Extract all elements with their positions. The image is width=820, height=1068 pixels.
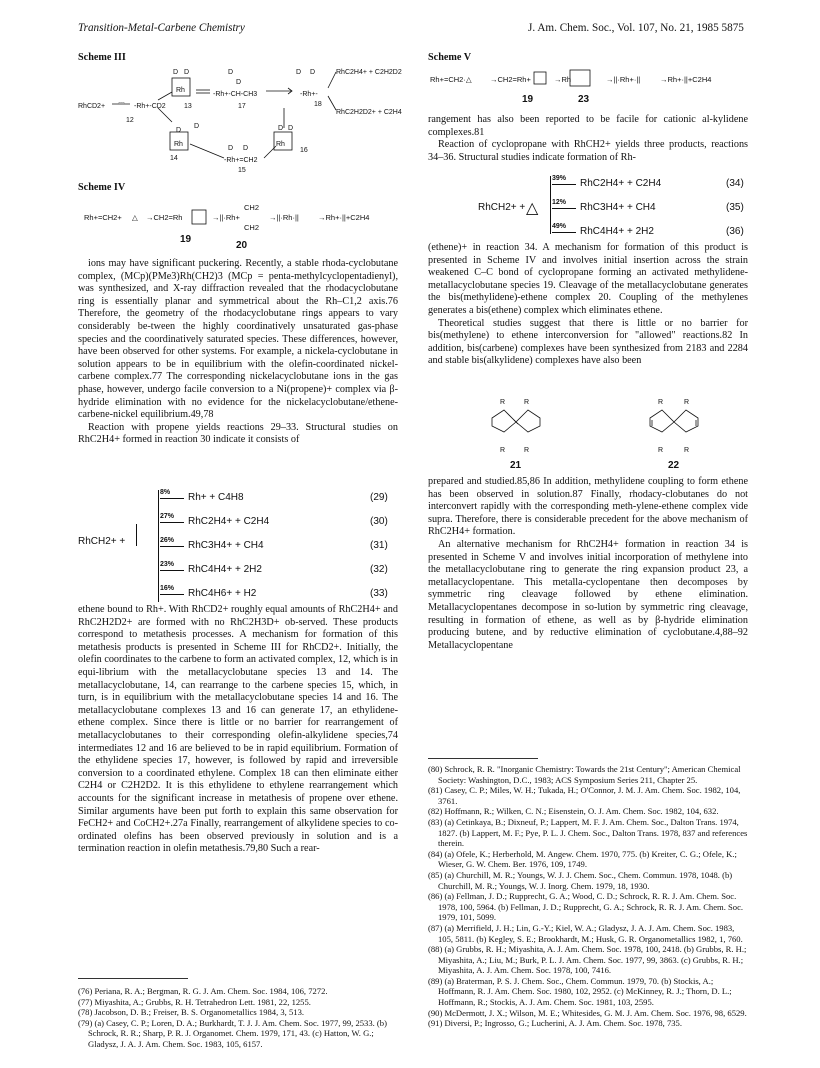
svg-text:CH2: CH2 <box>244 223 260 232</box>
svg-text:D: D <box>236 79 242 86</box>
svg-text:D: D <box>228 69 234 76</box>
svg-text:-Rh+-CH-CH3: -Rh+-CH-CH3 <box>213 91 258 98</box>
svg-text:RhC2H2D2+ + C2H4: RhC2H2D2+ + C2H4 <box>336 109 402 116</box>
compound-21-label: 21 <box>510 460 522 471</box>
equation-number: (30) <box>370 516 388 527</box>
footnote-rule <box>428 758 538 759</box>
reaction-percent: 39% <box>552 175 567 182</box>
svg-text:Rh: Rh <box>174 141 183 148</box>
svg-text:CH2: CH2 <box>244 203 260 212</box>
right-column-text-2 <box>428 242 748 368</box>
footnote-rule <box>78 978 188 979</box>
reactant-label: RhCH2+ + <box>478 202 526 213</box>
svg-text:D: D <box>176 127 182 134</box>
svg-text:→||·Rh·||: →||·Rh·|| <box>269 213 299 222</box>
svg-text:D: D <box>184 69 190 76</box>
svg-text:→CH2=Rh+: →CH2=Rh+ <box>490 75 531 84</box>
svg-text:⌒: ⌒ <box>118 103 125 110</box>
left-column-text-2 <box>78 604 398 856</box>
svg-text:R: R <box>684 447 690 454</box>
svg-text:D: D <box>278 125 284 132</box>
svg-text:D: D <box>194 123 200 130</box>
scheme-v-diagram <box>430 68 750 102</box>
reaction-percent: 16% <box>160 585 175 592</box>
reference-entry: (82) Hoffmann, R.; Wilken, C. N.; Eisenstein, O. J. Am. Chem. Soc. 1982, 104, 632. <box>428 806 719 817</box>
journal-citation: J. Am. Chem. Soc., Vol. 107, No. 21, 1985 5875 <box>528 22 744 34</box>
equation-number: (36) <box>726 226 744 237</box>
reactant-label: RhCH2+ + <box>78 536 126 547</box>
running-title: Transition-Metal-Carbene Chemistry <box>78 22 245 34</box>
svg-text:Rh: Rh <box>176 87 185 94</box>
references-left <box>78 986 398 1050</box>
svg-text:→||·Rh+: →||·Rh+ <box>212 213 240 222</box>
reference-entry: (84) (a) Ofele, K.; Herberhold, M. Angew. Chem. 1970, 775. (b) Kreiter, C. G.; Ofele, K.; Wieser, G. W. Chem. Ber. 1976, 109, 1749. <box>428 848 737 870</box>
svg-text:18: 18 <box>314 101 322 108</box>
propene-structure <box>136 524 149 546</box>
svg-text:R: R <box>524 447 530 454</box>
svg-text:D: D <box>288 125 294 132</box>
reaction-arrow <box>160 594 184 595</box>
reference-entry: (90) McDermott, J. X.; Wilson, M. E.; Whitesides, G. M. J. Am. Chem. Soc. 1976, 98, 6529. <box>428 1007 747 1018</box>
paragraph: prepared and studied.85,86 In addition, methylidene coupling to form ethene has been observed in solution.87 Finally, rhodacy-clobutanes do not interconvert rapidly with the corresponding meth-ylene-ethene complex vide supra. Therefore, there is considerable precedent for the above mechanism of RhC2H4+ formation. <box>428 476 748 538</box>
equation-number: (35) <box>726 202 744 213</box>
paragraph: Theoretical studies suggest that there is little or no barrier for bis(methylene) to ethene interconversion for "allowed" reactions.82 In addition, bis(carbene) complexes have been synthesized from 2183 and 2284 and stable bis(alkylidene) complexes have also been <box>428 317 748 367</box>
svg-text:D: D <box>173 69 179 76</box>
reaction-products: RhC2H4+ + C2H4 <box>580 178 662 189</box>
reaction-products: RhC3H4+ + CH4 <box>188 540 264 551</box>
svg-text:D: D <box>296 69 302 76</box>
structures-21-22 <box>480 396 740 454</box>
reaction-percent: 27% <box>160 513 175 520</box>
reaction-arrow <box>552 184 576 185</box>
compound-23-label: 23 <box>578 94 590 105</box>
svg-text:R: R <box>524 399 530 406</box>
compound-19-label: 19 <box>180 234 192 245</box>
equation-number: (29) <box>370 492 388 503</box>
compound-19-label: 19 <box>522 94 534 105</box>
reference-entry: (86) (a) Fellman, J. D.; Rupprecht, G. A.; Wood, C. D.; Schrock, R. R. J. Am. Chem. Soc. 1978, 100, 5964. (b) Fellman, J. D.; Rupprecht, G. A.; Schrock, R. R. J. Am. Chem. Soc. 1979, 101, 5099. <box>428 891 744 923</box>
svg-text:D: D <box>228 145 234 152</box>
compound-20-label: 20 <box>236 240 248 251</box>
left-column-text <box>78 258 398 447</box>
reference-entry: (88) (a) Grubbs, R. H.; Miyashita, A. J. Am. Chem. Soc. 1978, 100, 2418. (b) Grubbs, R. H.; Miyashita, A.; Liu, M.; Burk, P. L. J. Am. Chem. Soc. 1977, 99, 3863. (c) Grubbs, R. H.; Miyashita, A. J. Am. Chem. Soc. 1978, 100, 7416. <box>428 944 747 976</box>
equation-number: (31) <box>370 540 388 551</box>
reaction-products: RhC4H4+ + 2H2 <box>188 564 262 575</box>
svg-text:D: D <box>310 69 316 76</box>
svg-text:D: D <box>243 145 249 152</box>
svg-text:R: R <box>684 399 690 406</box>
equation-number: (34) <box>726 178 744 189</box>
equation-number: (33) <box>370 588 388 599</box>
scheme-iv-title: Scheme IV <box>78 182 126 193</box>
reference-entry: (81) Casey, C. P.; Miles, W. H.; Tukada, H.; O'Connor, J. M. J. Am. Chem. Soc. 1982, 104, 3761. <box>428 785 741 806</box>
reference-entry: (76) Periana, R. A.; Bergman, R. G. J. Am. Chem. Soc. 1984, 106, 7272. <box>78 986 328 996</box>
reference-entry: (79) (a) Casey, C. P.; Loren, D. A.; Burkhardt, T. J. J. Am. Chem. Soc. 1977, 99, 2533. (b) Schrock, R. R.; Sharp, P. R. J. Organomet. Chem. 1979, 171, 43. (c) Hatton, W. G.; Gladysz, J. A. J. Am. Chem. Soc. 1983, 105, 6157. <box>78 1017 387 1049</box>
svg-text:R: R <box>658 447 664 454</box>
svg-text:→CH2=Rh: →CH2=Rh <box>146 213 183 222</box>
svg-text:-Rh+-: -Rh+- <box>300 91 318 98</box>
svg-text:15: 15 <box>238 167 246 174</box>
svg-text:-Rh+-CD2: -Rh+-CD2 <box>134 103 166 110</box>
paragraph: ethene bound to Rh+. With RhCD2+ roughly equal amounts of RhC2H4+ and RhC2H2D2+ are formed with no RhC2H3D+ ob-served. These products correspond to metathesis processes. A mechanism for formation of this metathesis products is presented in Scheme III for RhCD2+. Initially, the olefin coordinates to the carbene to form an activated complex, 12, which is in equi-librium with the metallacyclobutane species 13 and 14. The metallacyclobutane, 14, can rearrange to the carbene species 15, which, in turn, is in equilibrium with the metallacyclobutane species 14 and 16. The metallacyclobutane complexes 13 and 16 can generate 17, an ethylidene-ethene complex. Since there is little or no barrier for rearrangement of metallacyclobutanes to their corresponding olefin-alkylidene species,74 intermediates 12 and 16 are believed to be in rapid equilibrium. Formation of the ethylidene species 17, however, is followed by rapid and irreversible conversion to a coordinated ethylene. Complex 18 can then eliminate either C2H4 or C2H2D2. It is this ethylidene to ethylene rearrangement which accounts for the significant increase in metathesis of propene over ethene. Similar arguments have been put forth to explain this same observation for FeCH2+ and CoCH2+.27a Finally, rearrangement of alkylidene species to co-ordinated olefins has been observed previously in solution and is a termination reaction in olefin metathesis.79,80 Such a rear- <box>78 604 398 855</box>
reaction-arrow <box>160 498 184 499</box>
paragraph: An alternative mechanism for RhC2H4+ formation in reaction 34 is presented in Scheme V and involves initial incorporation of methylene into the metallacyclobutane ring to generate the ring expansion product 23, a metallacyclopentane. This metalla-cyclopentane then decomposes by symmetric ring cleavage followed by ethene elimination. Metallacyclopentanes decompose in so-lution by symmetric ring cleavage, resulting in formation of ethene, as well as by β-hydride elimination producing butene, and by reductive elimination of cyclobutane.4,88–92 Metallacyclopentane <box>428 538 748 651</box>
paragraph: Reaction with propene yields reactions 29–33. Structural studies on RhC2H4+ formed in reaction 30 indicate it consists of <box>78 421 398 446</box>
paragraph: ions may have significant puckering. Recently, a stable rhoda-cyclobutane complex, (MCp)(PMe3)Rh(CH2)3 (MCp = penta-methylcyclopentadienyl), was synthesized, and X-ray diffraction revealed that the rhodacyclobutane ring is essentially planar and symmetrical about the Rh–C1,2 axis.76 Therefore, the geometry of the rhodacyclobutane rings appears to vary considerably be-tween the highly coordinatively unsaturated gas-phase species and the coordinatively saturated species. These differences, however, have been observed for other systems. For example, a nickela-cyclobutane in solution appears to be in equilibrium with the olefin-coordinated nickel-carbene complex.77 The corresponding nickelacyclobutane ions in the gas phase, however, undergo facile conversion to a Ni(propene)+ complex via β-hydride elimination with no evidence for the nickelacyclobutane/ethene-carbene-nickel equilibrium.49,78 <box>78 258 398 421</box>
svg-text:R: R <box>500 447 506 454</box>
svg-text:14: 14 <box>170 155 178 162</box>
paragraph: Reaction of cyclopropane with RhCH2+ yields three products, reactions 34–36. Structural studies indicate formation of Rh- <box>428 139 748 163</box>
reaction-products: RhC4H6+ + H2 <box>188 588 257 599</box>
reaction-percent: 8% <box>160 489 171 496</box>
reaction-percent: 12% <box>552 199 567 206</box>
svg-text:RhCD2+: RhCD2+ <box>78 103 106 110</box>
svg-text:16: 16 <box>300 147 308 154</box>
reference-entry: (87) (a) Merrifield, J. H.; Lin, G.-Y.; Kiel, W. A.; Gladysz, J. A. J. Am. Chem. Soc. 1983, 105, 5811. (b) Kegley, S. E.; Brookhardt, M.; Husk, G. R. Organometallics 1982, 1, 760. <box>428 922 743 944</box>
reference-entry: (85) (a) Churchill, M. R.; Youngs, W. J. J. Chem. Soc., Chem. Commun. 1978, 1048. (b) Churchill, M. R.; Youngs, W. J. Inorg. Chem. 1979, 18, 1930. <box>428 869 733 891</box>
paragraph: (ethene)+ in reaction 34. A mechanism for formation of this product is presented in Scheme IV and involves initial insertion across the strain weakened C–C bond of cyclopropane forming an activated methylidene-metallacyclobutane species 19. Cleavage of the metallacyclobutane generates the bis(methylidene)-ethene complex 20. Coupling of the methylenes generates a bis(ethene) complex which eliminates ethene. <box>428 242 748 316</box>
scheme-iv-diagram <box>84 196 414 248</box>
reference-entry: (91) Diversi, P.; Ingrosso, G.; Lucherini, A. J. Am. Chem. Soc. 1978, 735. <box>428 1018 682 1029</box>
scheme-v-title: Scheme V <box>428 52 472 63</box>
cyclopropane-structure: △ <box>526 200 539 217</box>
svg-text:-Rh+=CH2: -Rh+=CH2 <box>224 157 258 164</box>
reference-entry: (77) Miyashita, A.; Grubbs, R. H. Tetrahedron Lett. 1981, 22, 1255. <box>78 996 311 1007</box>
reaction-products: RhC3H4+ + CH4 <box>580 202 656 213</box>
svg-text:17: 17 <box>238 103 246 110</box>
svg-text:12: 12 <box>126 117 134 124</box>
right-column-text <box>428 114 748 164</box>
svg-text:→Rh: →Rh <box>554 75 572 84</box>
svg-text:△: △ <box>132 213 138 222</box>
reaction-products: RhC2H4+ + C2H4 <box>188 516 270 527</box>
scheme-iii-title: Scheme III <box>78 52 126 63</box>
svg-text:Rh+=CH2+: Rh+=CH2+ <box>84 213 122 222</box>
svg-text:→||·Rh+·||: →||·Rh+·|| <box>606 75 641 84</box>
svg-text:13: 13 <box>184 103 192 110</box>
equation-number: (32) <box>370 564 388 575</box>
svg-text:RhC2H4+ + C2H2D2: RhC2H4+ + C2H2D2 <box>336 69 402 76</box>
svg-text:→Rh+·||+C2H4: →Rh+·||+C2H4 <box>318 213 370 222</box>
svg-text:→Rh+·||+C2H4: →Rh+·||+C2H4 <box>660 75 712 84</box>
reaction-arrow <box>552 208 576 209</box>
compound-22-label: 22 <box>668 460 680 471</box>
branch-line <box>550 176 551 234</box>
svg-text:R: R <box>500 399 506 406</box>
reference-entry: (80) Schrock, R. R. "Inorganic Chemistry: Towards the 21st Century"; American Chemical Society: Washington, D.C., 1983; ACS Symposium Series 211, Chapter 25. <box>428 764 741 785</box>
svg-text:Rh+=CH2·△: Rh+=CH2·△ <box>430 75 472 84</box>
svg-text:Rh: Rh <box>276 141 285 148</box>
reference-entry: (83) (a) Cetinkaya, B.; Dixneuf, P.; Lappert, M. F. J. Am. Chem. Soc., Dalton Trans. 1974, 1827. (b) Lappert, M. F.; Pye, P. L. J. Chem. Soc., Dalton Trans. 1978, 837 and references therein. <box>428 816 748 849</box>
reaction-arrow <box>160 546 184 547</box>
paragraph: rangement has also been reported to be facile for cationic al-kylidene complexes.81 <box>428 114 748 138</box>
references-right <box>428 764 748 1029</box>
svg-text:R: R <box>658 399 664 406</box>
reference-entry: (78) Jacobson, D. B.; Freiser, B. S. Organometallics 1984, 3, 513. <box>78 1007 305 1018</box>
reaction-percent: 26% <box>160 537 175 544</box>
branch-line <box>158 490 159 602</box>
reaction-products: RhC4H4+ + 2H2 <box>580 226 654 237</box>
reaction-products: Rh+ + C4H8 <box>188 492 244 503</box>
right-column-text-3 <box>428 476 748 652</box>
reaction-arrow <box>552 232 576 233</box>
reaction-arrow <box>160 570 184 571</box>
reaction-percent: 49% <box>552 223 567 230</box>
scheme-iii-diagram <box>78 62 408 174</box>
reference-entry: (89) (a) Braterman, P. S. J. Chem. Soc., Chem. Commun. 1979, 70. (b) Stockis, A.; Hoffmann, R. J. Am. Chem. Soc. 1980, 102, 2952. (c) McKinney, R. J.; Thorn, D. L.; Hoffmann, R.; Stockis, A. J. Am. Chem. Soc. 1981, 103, 2595. <box>428 975 732 1008</box>
reaction-arrow <box>160 522 184 523</box>
reaction-percent: 23% <box>160 561 175 568</box>
